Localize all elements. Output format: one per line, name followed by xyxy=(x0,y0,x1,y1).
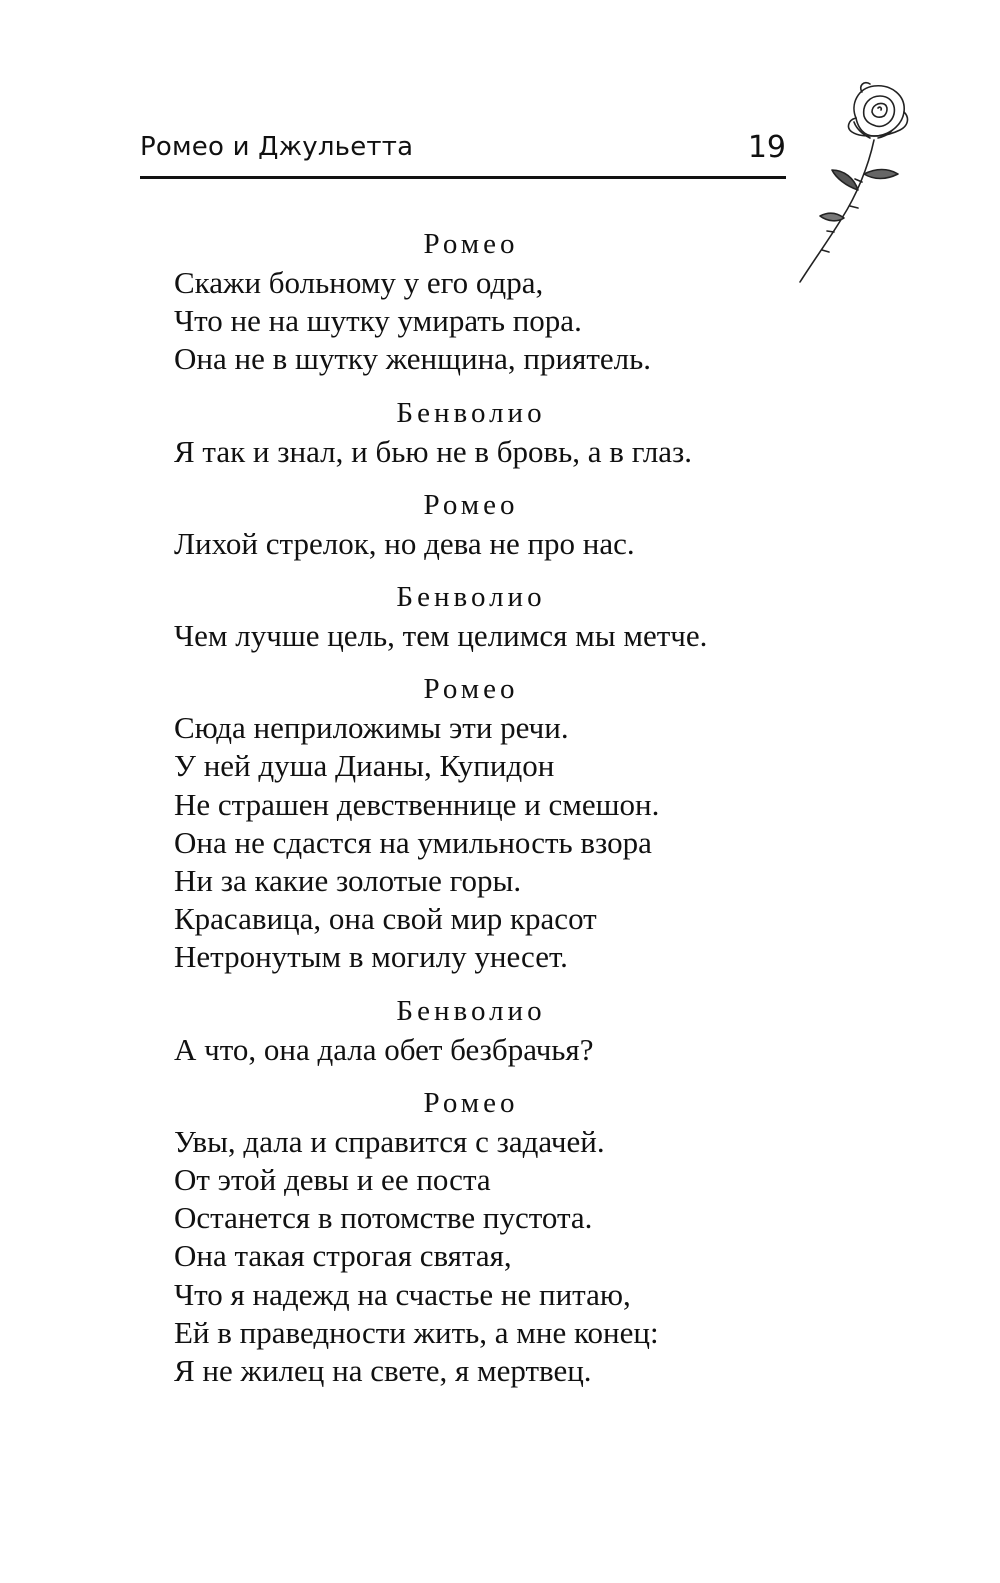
speaker-name: Бенволио xyxy=(396,581,546,614)
verse-line: Не страшен девственнице и смешон. xyxy=(174,786,660,822)
speaker-name: Ромео xyxy=(423,673,519,706)
speech-block xyxy=(174,224,834,379)
speaker-name: Бенволио xyxy=(396,994,546,1027)
speaker-name: Ромео xyxy=(423,1086,519,1119)
speech-block xyxy=(174,669,834,976)
verse-line: Что я надежд на счастье не питаю, xyxy=(174,1276,631,1312)
verse-line: Ни за какие золотые горы. xyxy=(174,863,522,899)
verse-line: Я так и знал, и бью не в бровь, а в глаз. xyxy=(174,433,693,469)
speech-block xyxy=(174,577,834,655)
running-title: Ромео и Джульетта xyxy=(140,132,414,162)
verse-line: Увы, дала и справится с задачей. xyxy=(174,1123,605,1159)
verse-line: Красавица, она свой мир красот xyxy=(174,901,597,937)
verse-line: Она не в шутку женщина, приятель. xyxy=(174,341,652,377)
speaker-name: Ромео xyxy=(423,488,519,521)
verse-line: Лихой стрелок, но дева не про нас. xyxy=(174,525,635,561)
verse-line: Останется в потомстве пустота. xyxy=(174,1200,593,1236)
verse-line: Нетронутым в могилу унесет. xyxy=(174,939,568,975)
verse-line: От этой девы и ее поста xyxy=(174,1162,491,1198)
verse-line: Скажи больному у его одра, xyxy=(174,265,544,300)
verse-line: Что не на шутку умирать пора. xyxy=(174,303,582,339)
verse-line: Я не жилец на свете, я мертвец. xyxy=(174,1353,592,1389)
verse-line: А что, она дала обет безбрачья? xyxy=(174,1031,594,1067)
page-number: 19 xyxy=(747,130,786,165)
speaker-name: Ромео xyxy=(423,228,519,260)
verse-line: У ней душа Дианы, Купидон xyxy=(174,748,555,784)
verse-line: Чем лучше цель, тем целимся мы метче. xyxy=(174,618,708,654)
verse-line: Она такая строгая святая, xyxy=(174,1238,512,1274)
verse-line: Ей в праведности жить, а мне конец: xyxy=(174,1314,659,1350)
speech-block xyxy=(174,991,834,1069)
speaker-name: Бенволио xyxy=(396,396,546,429)
running-header xyxy=(140,126,786,179)
speech-block xyxy=(174,1083,834,1390)
speech-block xyxy=(174,393,834,471)
verse-line: Она не сдастся на умильность взора xyxy=(174,824,652,860)
speech-block xyxy=(174,485,834,563)
verse-line: Сюда неприложимы эти речи. xyxy=(174,710,569,746)
play-text xyxy=(174,224,834,1404)
